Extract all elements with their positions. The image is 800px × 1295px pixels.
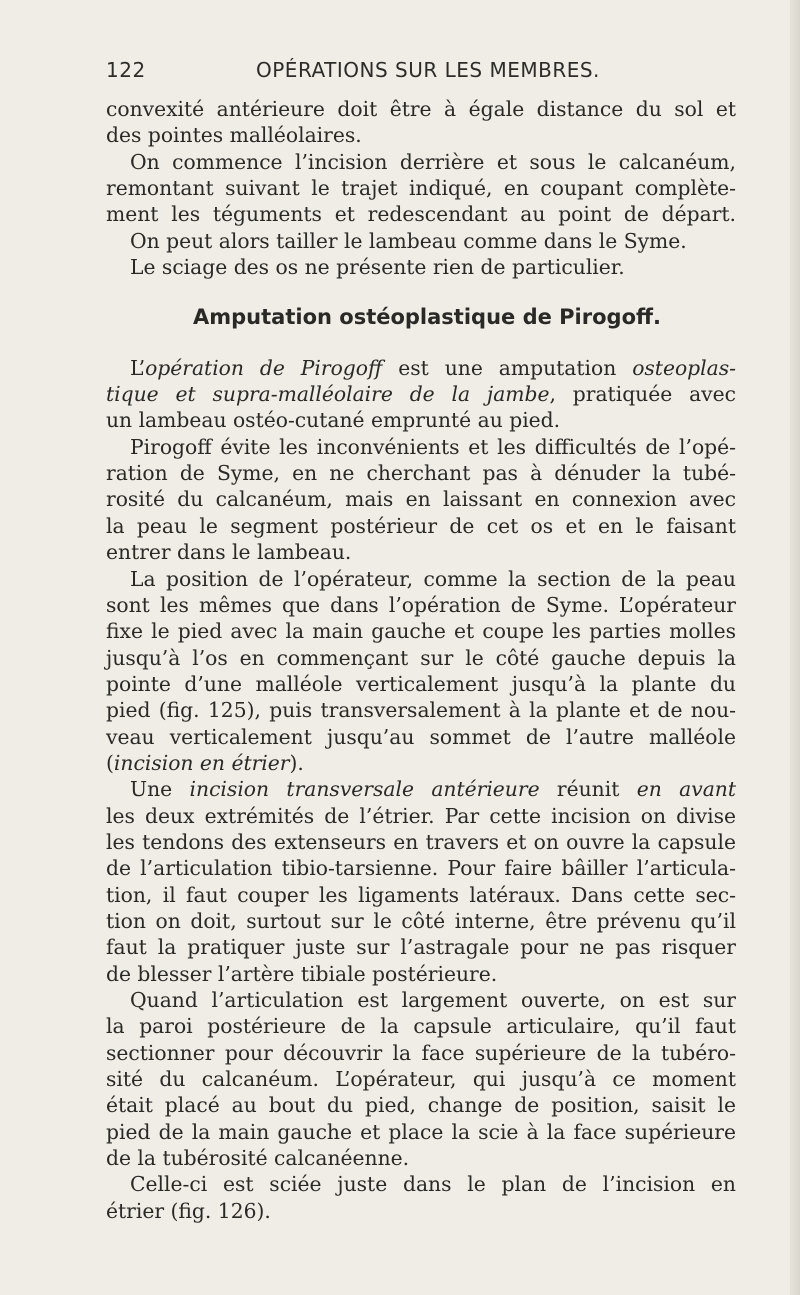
text-run: réunit — [539, 777, 637, 802]
text-line: tion on doit, surtout sur le côté interne, être prévenu qu’il — [106, 908, 736, 933]
page-edge-shadow — [790, 0, 800, 1295]
text-line: Quand l’articulation est largement ouverte, on est sur — [130, 988, 736, 1012]
text-line — [106, 355, 736, 381]
italic-run: en avant — [636, 777, 736, 802]
text-line: la peau le segment postérieur de cet os et en le faisant — [106, 513, 736, 538]
text-run: ( — [106, 750, 114, 775]
text-line: des pointes malléolaires. — [106, 123, 362, 148]
text-line: remontant suivant le trajet indiqué, en coupant complète- — [106, 176, 736, 201]
text-line: sectionner pour découvrir la face supérieure de la tubéro- — [106, 1040, 736, 1065]
italic-run: osteoplas- — [632, 355, 736, 380]
text-line: veau verticalement jusqu’au sommet de l’autre malléole — [106, 724, 736, 749]
text-line: les tendons des extenseurs en travers et on ouvre la capsule — [106, 829, 736, 854]
text-line: Le sciage des os ne présente rien de particulier. — [130, 255, 625, 280]
text-line: de blesser l’artère tibiale postérieure. — [106, 961, 498, 986]
page-number: 122 — [106, 58, 146, 82]
body-text — [106, 96, 736, 1224]
running-header — [106, 58, 736, 88]
text-line: était placé au bout du pied, change de position, saisit le — [106, 1093, 736, 1118]
text-line: La position de l’opérateur, comme la section de la peau — [130, 566, 736, 591]
text-line: On commence l’incision derrière et sous le calcanéum, — [130, 149, 736, 174]
text-run: Une — [130, 777, 190, 802]
text-line: ration de Syme, en ne cherchant pas à dénuder la tubé- — [106, 461, 736, 486]
text-run: L’ — [130, 355, 146, 380]
text-line: fixe le pied avec la main gauche et coupe les parties molles — [106, 619, 736, 644]
text-run: , pratiquée avec — [549, 382, 736, 407]
text-line: pied de la main gauche et place la scie à la face supérieure — [106, 1119, 736, 1144]
text-line: convexité antérieure doit être à égale distance du sol et — [106, 97, 736, 121]
text-line — [106, 381, 736, 407]
text-run: ). — [289, 750, 304, 775]
section-title: Amputation ostéoplastique de Pirogoff. — [193, 305, 661, 330]
text-line: faut la pratiquer juste sur l’astragale pour ne pas risquer — [106, 935, 736, 960]
text-line: On peut alors tailler le lambeau comme dans le Syme. — [130, 228, 687, 253]
text-line: de l’articulation tibio-tarsienne. Pour faire bâiller l’articula- — [106, 856, 736, 881]
text-line: étrier (fig. 126). — [106, 1198, 271, 1223]
italic-run: tique et supra-malléolaire de la jambe — [106, 382, 550, 407]
text-line: les deux extrémités de l’étrier. Par cette incision on divise — [106, 803, 736, 828]
text-line: Pirogoff évite les inconvénients et les difficultés de l’opé- — [130, 434, 736, 459]
text-line — [106, 776, 736, 802]
text-line: la paroi postérieure de la capsule articulaire, qu’il faut — [106, 1014, 736, 1039]
text-run: est une amputation — [382, 355, 633, 380]
text-line: pied (fig. 125), puis transversalement à la plante et de nou- — [106, 698, 736, 723]
text-line: sité du calcanéum. L’opérateur, qui jusqu’à ce moment — [106, 1067, 736, 1092]
text-line: Celle-ci est sciée juste dans le plan de l’incision en — [130, 1172, 736, 1197]
text-line: rosité du calcanéum, mais en laissant en connexion avec — [106, 487, 736, 512]
italic-run: incision en étrier — [113, 750, 290, 775]
italic-run: opération de Pirogoff — [145, 355, 383, 380]
italic-run: incision transversale antérieure — [189, 777, 540, 802]
text-line: sont les mêmes que dans l’opération de Syme. L’opérateur — [106, 592, 736, 617]
text-line: jusqu’à l’os en commençant sur le côté gauche depuis la — [106, 645, 736, 670]
text-line: ment les téguments et redescendant au point de départ. — [106, 202, 736, 227]
text-line: pointe d’une malléole verticalement jusqu’à la plante du — [106, 671, 736, 696]
text-line: un lambeau ostéo-cutané emprunté au pied. — [106, 408, 561, 433]
text-line — [106, 750, 736, 776]
text-line: tion, il faut couper les ligaments latéraux. Dans cette sec- — [106, 882, 736, 907]
text-line: entrer dans le lambeau. — [106, 540, 352, 565]
running-title: OPÉRATIONS SUR LES MEMBRES. — [256, 58, 600, 82]
text-line: de la tubérosité calcanéenne. — [106, 1146, 410, 1171]
